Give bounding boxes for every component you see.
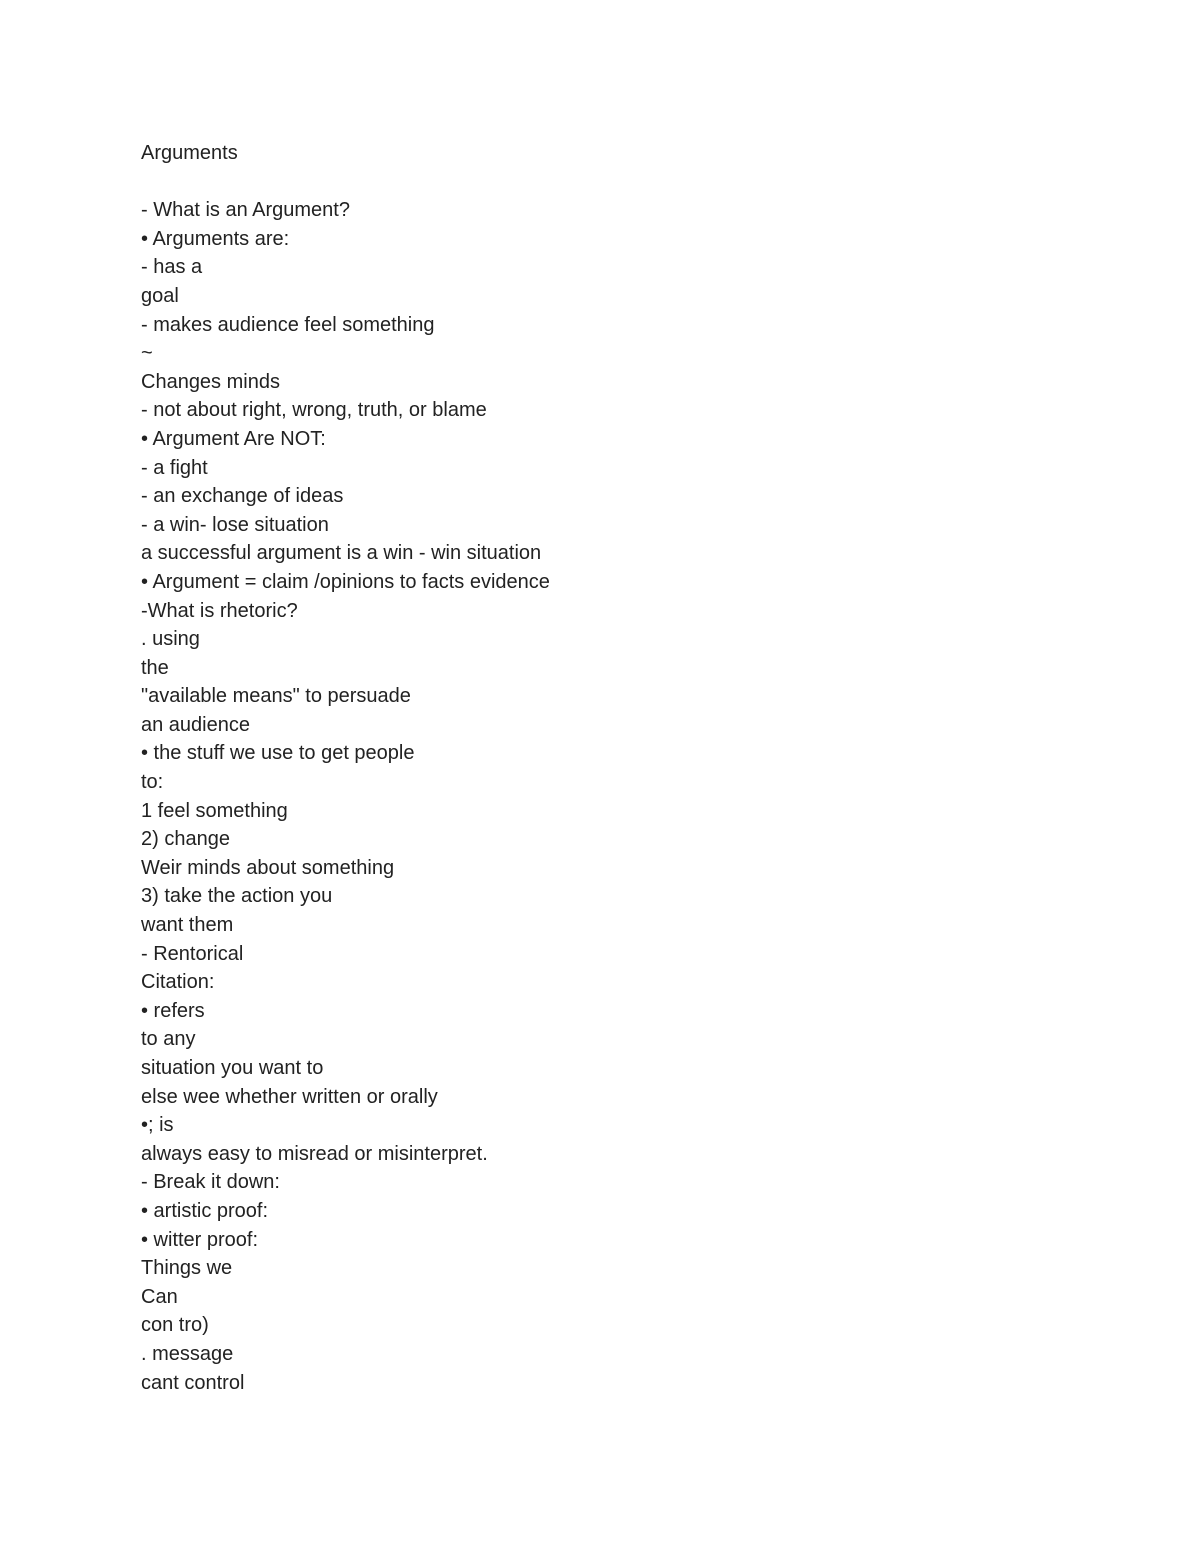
note-line: 3) take the action you xyxy=(141,885,333,908)
note-line: 2) change xyxy=(141,828,230,851)
note-line: "available means" to persuade xyxy=(141,685,411,708)
note-line: the xyxy=(141,656,169,679)
note-line: - a win- lose situation xyxy=(141,513,329,536)
note-line: • Argument Are NOT: xyxy=(141,427,326,450)
note-line: - What is an Argument? xyxy=(141,199,350,222)
note-line: - Break it down: xyxy=(141,1171,280,1194)
blank-line xyxy=(141,168,1041,197)
note-line: goal xyxy=(141,284,179,307)
note-line: • refers xyxy=(141,999,205,1022)
note-line: • artistic proof: xyxy=(141,1199,269,1222)
note-line: to: xyxy=(141,771,164,794)
note-line: Can xyxy=(141,1285,178,1308)
note-line: Changes minds xyxy=(141,370,280,393)
note-line: - Rentorical xyxy=(141,942,244,965)
note-line: - has a xyxy=(141,256,203,279)
note-lines xyxy=(141,196,1041,1397)
note-line: always easy to misread or misinterpret. xyxy=(141,1142,488,1165)
document-title: Arguments xyxy=(141,142,238,164)
note-line: 1 feel something xyxy=(141,799,288,822)
note-line: - not about right, wrong, truth, or blame xyxy=(141,399,487,422)
note-line: a successful argument is a win - win situation xyxy=(141,542,542,565)
note-line: - a fight xyxy=(141,456,208,479)
note-line: . message xyxy=(141,1342,234,1365)
note-line: cant control xyxy=(141,1371,245,1394)
note-line: Things we xyxy=(141,1257,233,1280)
note-line: con tro) xyxy=(141,1314,209,1337)
document-body xyxy=(141,139,1041,1397)
note-line: -What is rhetoric? xyxy=(141,599,298,622)
note-line: - makes audience feel something xyxy=(141,313,435,336)
note-line: to any xyxy=(141,1028,196,1051)
note-line: • Arguments are: xyxy=(141,227,290,250)
note-line: • the stuff we use to get people xyxy=(141,742,415,765)
note-line: •; is xyxy=(141,1114,174,1137)
note-line: Weir minds about something xyxy=(141,856,395,879)
note-line: • witter proof: xyxy=(141,1228,259,1251)
note-line: • Argument = claim /opinions to facts evidence xyxy=(141,570,550,593)
note-line: else wee whether written or orally xyxy=(141,1085,438,1108)
note-line: - an exchange of ideas xyxy=(141,485,344,508)
note-line: . using xyxy=(141,628,200,651)
note-line: want them xyxy=(141,914,234,937)
note-line: ~ xyxy=(141,342,153,365)
note-line: Citation: xyxy=(141,971,215,994)
note-line: situation you want to xyxy=(141,1057,324,1079)
note-line: an audience xyxy=(141,713,250,736)
